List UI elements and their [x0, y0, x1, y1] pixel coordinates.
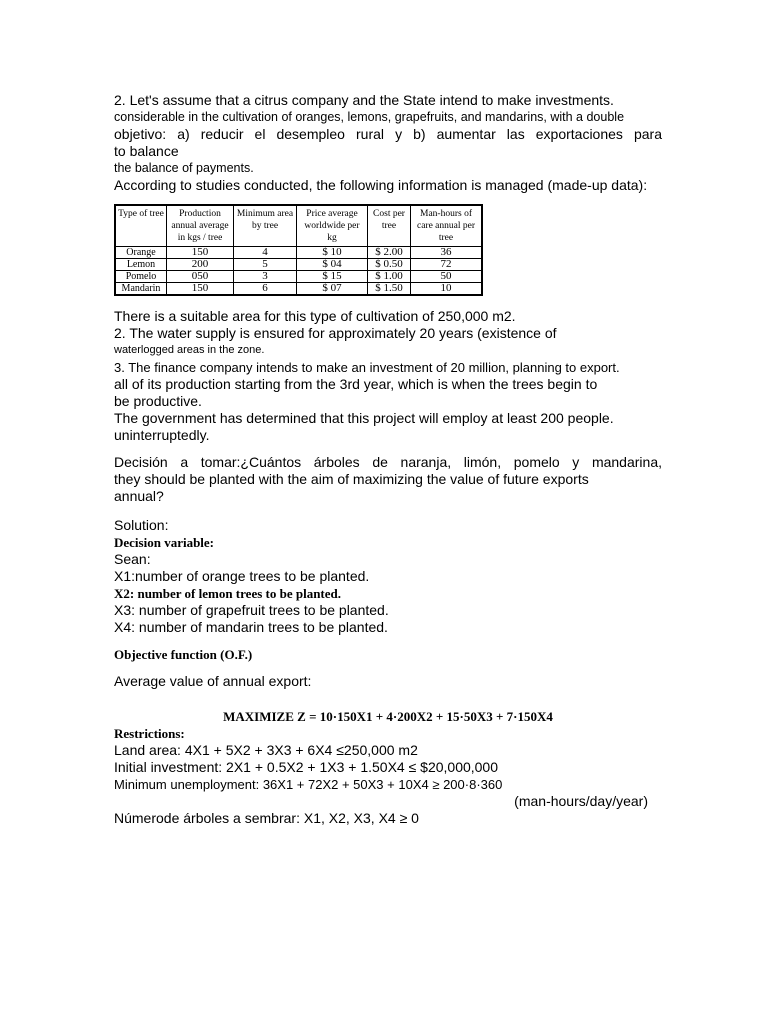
decision-variable-heading: Decision variable: — [114, 535, 215, 550]
cell-man-hours: 50 — [411, 271, 483, 283]
variable-x4: X4: number of mandarin trees to be planted. — [114, 619, 388, 635]
cell-type: Lemon — [115, 259, 167, 271]
cell-man-hours: 10 — [411, 283, 483, 296]
cell-man-hours: 72 — [411, 259, 483, 271]
restriction-land: Land area: 4X1 + 5X2 + 3X3 + 6X4 ≤250,000 m2 — [114, 742, 418, 758]
cell-cost: $ 1.00 — [368, 271, 411, 283]
intro-line-5: the balance of payments. — [114, 161, 254, 175]
restrictions-heading: Restrictions: — [114, 726, 185, 741]
table-row — [115, 271, 482, 283]
document-page — [114, 92, 662, 827]
citrus-data-table — [114, 204, 483, 296]
fact-government-2: uninterruptedly. — [114, 427, 210, 443]
maximize-equation: MAXIMIZE Z = 10·150X1 + 4·200X2 + 15·50X3 + 7·150X4 — [223, 709, 553, 724]
decision-line-3: annual? — [114, 488, 164, 504]
table-row — [115, 259, 482, 271]
header-min-area: Minimum area by tree — [234, 205, 297, 247]
sean-label: Sean: — [114, 551, 151, 567]
intro-line-2: considerable in the cultivation of oranges, lemons, grapefruits, and mandarins, with a double — [114, 110, 625, 124]
cell-price: $ 07 — [297, 283, 368, 296]
fact-finance-3: be productive. — [114, 393, 202, 409]
cell-price: $ 15 — [297, 271, 368, 283]
intro-line-4: to balance — [114, 143, 179, 159]
restriction-nonnegative: Númerode árboles a sembrar: X1, X2, X3, X4 ≥ 0 — [114, 810, 419, 826]
average-value-label: Average value of annual export: — [114, 673, 312, 689]
solution-title: Solution: — [114, 517, 169, 533]
header-cost: Cost per tree — [368, 205, 411, 247]
fact-water-detail: waterlogged areas in the zone. — [114, 344, 265, 356]
cell-cost: $ 0.50 — [368, 259, 411, 271]
cell-type: Pomelo — [115, 271, 167, 283]
header-price: Price average worldwide per kg — [297, 205, 368, 247]
cell-min-area: 3 — [234, 271, 297, 283]
table-header-row — [115, 205, 482, 247]
header-production: Production annual average in kgs / tree — [167, 205, 234, 247]
header-type: Type of tree — [115, 205, 167, 247]
table-row — [115, 247, 482, 259]
cell-type: Mandarin — [115, 283, 167, 296]
table-row — [115, 283, 482, 296]
variable-x1: X1:number of orange trees to be planted. — [114, 568, 370, 584]
intro-line-1: 2. Let's assume that a citrus company and the State intend to make investments. — [114, 92, 614, 108]
cell-production: 150 — [167, 247, 234, 259]
fact-government: The government has determined that this project will employ at least 200 people. — [114, 410, 614, 426]
cell-price: $ 04 — [297, 259, 368, 271]
variable-x2: X2: number of lemon trees to be planted. — [114, 586, 342, 601]
cell-production: 200 — [167, 259, 234, 271]
decision-line-1: Decisión a tomar:¿Cuántos árboles de naranja, limón, pomelo y mandarina, — [114, 454, 662, 470]
cell-min-area: 4 — [234, 247, 297, 259]
fact-area: There is a suitable area for this type of cultivation of 250,000 m2. — [114, 308, 516, 324]
intro-line-3: objetivo: a) reducir el desempleo rural y b) aumentar las exportaciones para — [114, 126, 662, 142]
objective-function-heading: Objective function (O.F.) — [114, 647, 253, 662]
restriction-unemployment: Minimum unemployment: 36X1 + 72X2 + 50X3 + 10X4 ≥ 200·8·360 — [114, 777, 503, 792]
cell-min-area: 6 — [234, 283, 297, 296]
cell-cost: $ 1.50 — [368, 283, 411, 296]
cell-production: 050 — [167, 271, 234, 283]
fact-water: 2. The water supply is ensured for approximately 20 years (existence of — [114, 325, 557, 341]
cell-man-hours: 36 — [411, 247, 483, 259]
variable-x3: X3: number of grapefruit trees to be planted. — [114, 602, 389, 618]
cell-production: 150 — [167, 283, 234, 296]
decision-line-2: they should be planted with the aim of maximizing the value of future exports — [114, 471, 589, 487]
header-man-hours: Man-hours of care annual per tree — [411, 205, 483, 247]
cell-type: Orange — [115, 247, 167, 259]
cell-cost: $ 2.00 — [368, 247, 411, 259]
fact-finance-2: all of its production starting from the 3rd year, which is when the trees begin to — [114, 376, 598, 392]
restriction-unemployment-unit: (man-hours/day/year) — [514, 793, 648, 809]
cell-price: $ 10 — [297, 247, 368, 259]
intro-line-6: According to studies conducted, the following information is managed (made-up data): — [114, 177, 648, 193]
cell-min-area: 5 — [234, 259, 297, 271]
restriction-investment: Initial investment: 2X1 + 0.5X2 + 1X3 + 1.50X4 ≤ $20,000,000 — [114, 759, 499, 775]
fact-finance: 3. The finance company intends to make an investment of 20 million, planning to export. — [114, 360, 620, 375]
